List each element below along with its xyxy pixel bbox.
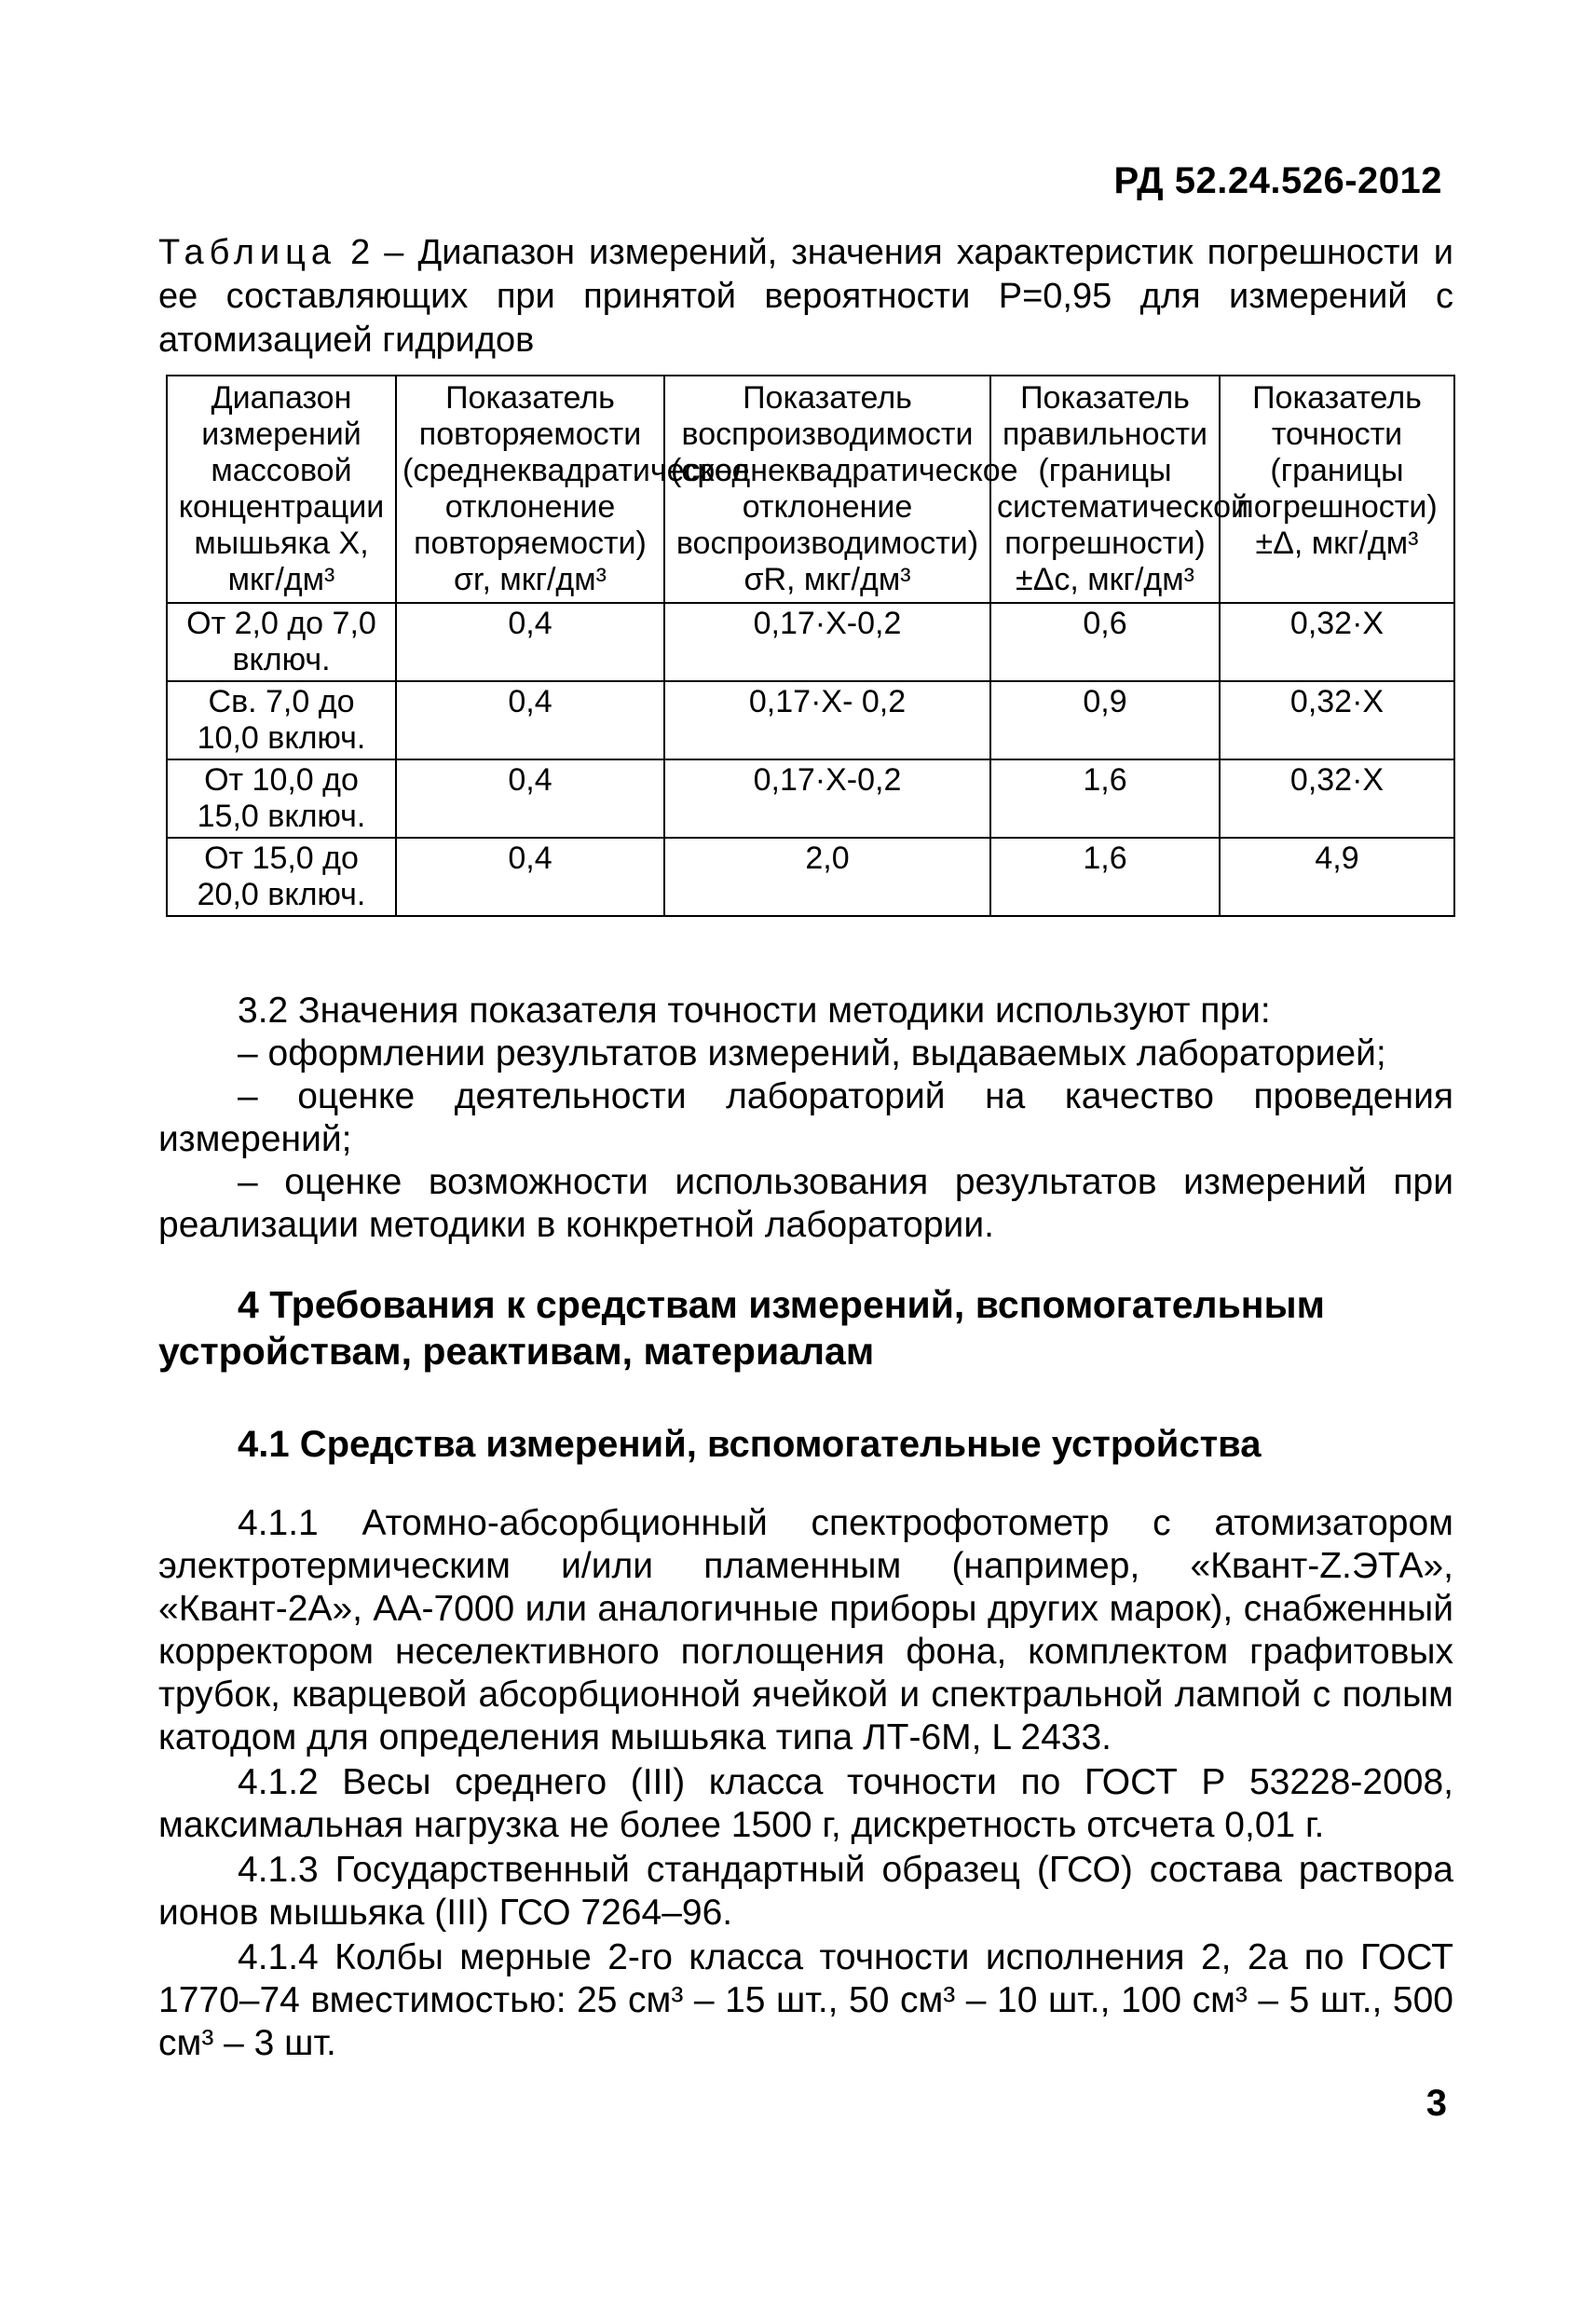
table-caption-label: Таблица <box>158 233 336 272</box>
cell-repeatability: 0,4 <box>396 603 664 681</box>
cell-repeatability: 0,4 <box>396 681 664 759</box>
cell-reproducibility: 0,17·Х-0,2 <box>664 759 990 838</box>
header-trueness: Показатель правильности (границы систематической погрешности) ±Δc, мкг/дм³ <box>990 376 1220 603</box>
cell-range: От 2,0 до 7,0 включ. <box>167 603 396 681</box>
cell-reproducibility: 2,0 <box>664 838 990 916</box>
table-caption <box>158 231 1453 362</box>
table-row <box>167 838 1454 916</box>
cell-trueness: 1,6 <box>990 838 1220 916</box>
section-4-1-heading: 4.1 Средства измерений, вспомогательные устройства <box>238 1424 1262 1465</box>
cell-reproducibility: 0,17·Х-0,2 <box>664 603 990 681</box>
section-4-heading: 4 Требования к средствам измерений, вспомогательным устройствам, реактивам, материалам <box>158 1283 1325 1373</box>
cell-trueness: 1,6 <box>990 759 1220 838</box>
cell-accuracy: 4,9 <box>1220 838 1454 916</box>
cell-range: От 15,0 до 20,0 включ. <box>167 838 396 916</box>
table-row <box>167 759 1454 838</box>
paragraph-4-1-2: 4.1.2 Весы среднего (III) класса точности по ГОСТ Р 53228-2008, максимальная нагрузка не более 1500 г, дискретность отсчета 0,01 г. <box>158 1762 1453 1845</box>
cell-accuracy: 0,32·Х <box>1220 759 1454 838</box>
paragraph-4-1-4: 4.1.4 Колбы мерные 2-го класса точности исполнения 2, 2а по ГОСТ 1770–74 вместимостью: 25 см³ – 15 шт., 50 см³ – 10 шт., 100 см³ – 5 шт., 500 см³ – 3 шт. <box>158 1937 1453 2063</box>
header-range: Диапазон измерений массовой концентрации мышьяка Х, мкг/дм³ <box>167 376 396 603</box>
section-3-2-intro: 3.2 Значения показателя точности методики используют при: <box>238 991 1271 1031</box>
page-number: 3 <box>1425 2083 1447 2124</box>
table-header-row <box>167 376 1454 603</box>
cell-repeatability: 0,4 <box>396 838 664 916</box>
cell-reproducibility: 0,17·Х- 0,2 <box>664 681 990 759</box>
document-code: РД 52.24.526-2012 <box>1113 160 1442 201</box>
header-repeatability: Показатель повторяемости (среднеквадратическое отклонение повторяемости) σr, мкг/дм³ <box>396 376 664 603</box>
table-row <box>167 681 1454 759</box>
cell-range: Св. 7,0 до 10,0 включ. <box>167 681 396 759</box>
cell-accuracy: 0,32·Х <box>1220 603 1454 681</box>
cell-trueness: 0,6 <box>990 603 1220 681</box>
cell-accuracy: 0,32·Х <box>1220 681 1454 759</box>
cell-repeatability: 0,4 <box>396 759 664 838</box>
paragraph-4-1-3: 4.1.3 Государственный стандартный образец (ГСО) состава раствора ионов мышьяка (III) ГСО 7264–96. <box>158 1850 1453 1933</box>
section-3-2-item-2: – оценке деятельности лабораторий на качество проведения измерений; <box>158 1076 1453 1159</box>
paragraph-4-1-1: 4.1.1 Атомно-абсорбционный спектрофотометр с атомизатором электротермическим и/или пламенным (например, «Квант-Z.ЭТА», «Квант-2А», АА-7000 или аналогичные приборы других марок), снабженный корректором неселективного поглощения фона, комплектом графитовых трубок, кварцевой абсорбционной ячейкой и спектральной лампой с полым катодом для определения мышьяка типа ЛТ-6М, L 2433. <box>158 1503 1453 1757</box>
table-row <box>167 603 1454 681</box>
section-3-2-item-3: – оценке возможности использования результатов измерений при реализации методики в конкретной лаборатории. <box>158 1162 1453 1245</box>
cell-trueness: 0,9 <box>990 681 1220 759</box>
cell-range: От 10,0 до 15,0 включ. <box>167 759 396 838</box>
header-accuracy: Показатель точности (границы погрешности) ±Δ, мкг/дм³ <box>1220 376 1454 603</box>
header-reproducibility: Показатель воспроизводимости (среднеквадратическое отклонение воспроизводимости) σR, мкг/дм³ <box>664 376 990 603</box>
section-3-2-item-1: – оформлении результатов измерений, выдаваемых лабораторией; <box>238 1033 1386 1073</box>
table-caption-text: 2 – Диапазон измерений, значения характеристик погрешности и ее составляющих при принятой вероятности Р=0,95 для измерений с атомизацией гидридов <box>158 233 1453 360</box>
accuracy-table <box>166 375 1455 917</box>
